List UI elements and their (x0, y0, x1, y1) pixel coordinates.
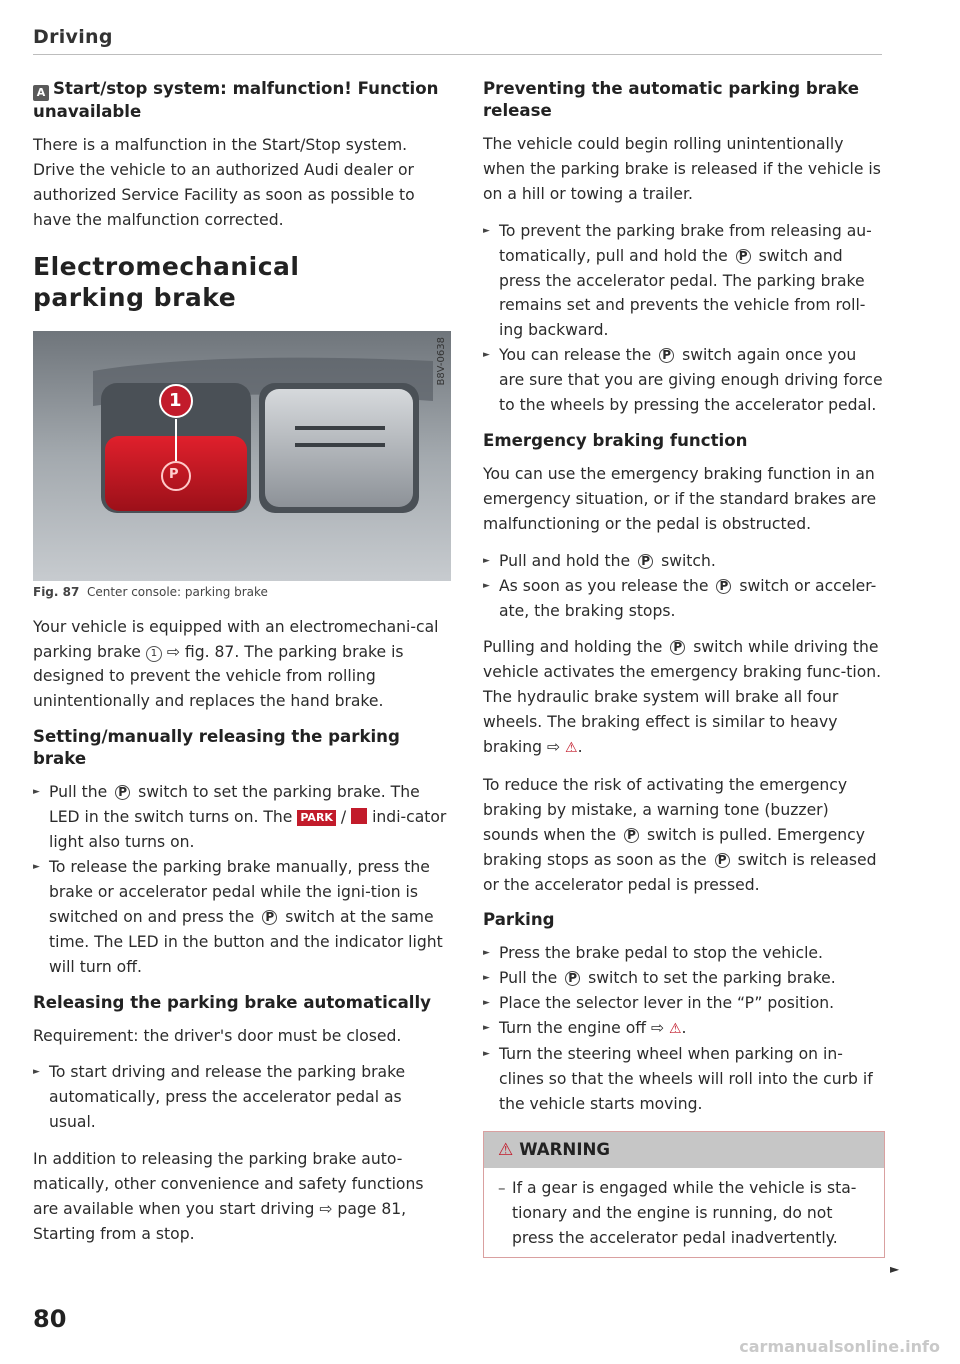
emergency-heading: Emergency braking function (483, 430, 748, 450)
figure-code: B8V-0638 (436, 336, 447, 386)
parking-switch-icon: P (565, 971, 580, 986)
parking-switch-icon: P (715, 853, 730, 868)
page-header: Driving (33, 26, 113, 48)
left-column (33, 78, 451, 1259)
startstop-warning-icon: A (33, 85, 49, 101)
list-item: ► As soon as you release the P switch or acceler-ate, the braking stops. (483, 574, 885, 624)
warning-header: ⚠ WARNING (484, 1132, 884, 1168)
parking-switch-icon: P (716, 579, 731, 594)
emergency-buzzer-text: To reduce the risk of activating the emergency braking by mistake, a warning tone (buzzer) sounds when the P switch is pulled. Emergency braking stops as soon as the P switch is released or the accelerator pedal is pressed. (483, 775, 877, 894)
list-item: ► Pull and hold the P switch. (483, 549, 885, 574)
right-column (483, 78, 885, 1258)
emergency-list (483, 549, 885, 624)
parking-switch-icon: P (638, 554, 653, 569)
figure-p-symbol: P (169, 466, 179, 482)
park-indicator-icon: PARK (297, 810, 336, 826)
parking-switch-icon: P (115, 785, 130, 800)
section-title: Electromechanical parking brake (33, 251, 300, 312)
page-number: 80 (33, 1305, 67, 1333)
header-divider (33, 54, 882, 55)
warning-box (483, 1131, 885, 1258)
emergency-detail: Pulling and holding the P switch while driving the vehicle activates the emergency braking func-tion. The hydraulic brake system will brake all four wheels. The braking effect is similar to heavy braking ⇨ ⚠. (483, 635, 885, 761)
list-item: ► To start driving and release the parking brake automatically, press the accelerator pedal as usual. (33, 1060, 451, 1135)
list-item: ► Pull the P switch to set the parking brake. The LED in the switch turns on. The PARK / indi-cator light also turns on. (33, 780, 451, 855)
emergency-text: You can use the emergency braking function in an emergency situation, or if the standard brakes are malfunctioning or the pedal is obstructed. (483, 464, 877, 533)
warning-ref-icon: ⚠ (668, 1021, 682, 1038)
list-item: ► Pull the P switch to set the parking brake. (483, 966, 885, 991)
parking-heading: Parking (483, 910, 555, 930)
figure-callout-1: 1 (169, 389, 182, 411)
parking-switch-icon: P (670, 640, 685, 655)
console-illustration (33, 331, 451, 581)
parking-switch-icon: P (262, 910, 277, 925)
list-item: ► To release the parking brake manually, press the brake or accelerator pedal while the igni-tion is switched on and press the P switch at the same time. The LED in the button and the indicator light will turn off. (33, 855, 451, 980)
warning-triangle-icon: ⚠ (498, 1139, 514, 1160)
warning-item: – If a gear is engaged while the vehicle is sta-tionary and the engine is running, do not press the accelerator pedal inadvertently. (498, 1176, 870, 1251)
malfunction-text: There is a malfunction in the Start/Stop system. Drive the vehicle to an authorized Audi dealer or authorized Service Facility as soon as possible to have the malfunction corrected. (33, 136, 415, 229)
prevent-text: The vehicle could begin rolling unintentionally when the parking brake is released if the vehicle is on a hill or towing a trailer. (483, 135, 881, 203)
list-item: ► Place the selector lever in the “P” position. (483, 991, 885, 1016)
parking-switch-icon: P (736, 249, 751, 264)
list-item: ► You can release the P switch again once you are sure that you are giving enough driving force to the wheels by pressing the accelerator pedal. (483, 343, 885, 418)
auto-requirement: Requirement: the driver's door must be closed. (33, 1026, 402, 1045)
callout-1-icon: 1 (146, 646, 162, 662)
parking-switch-icon: P (624, 828, 639, 843)
parking-brake-figure (33, 331, 451, 581)
warning-ref-icon: ⚠ (565, 740, 578, 757)
red-indicator-icon (351, 808, 367, 824)
auto-list (33, 1060, 451, 1135)
continue-arrow-icon: ► (890, 1262, 900, 1276)
setting-list (33, 780, 451, 979)
watermark: carmanualsonline.info (739, 1337, 940, 1356)
prevent-heading: Preventing the automatic parking brake release (483, 79, 859, 120)
intro-text: Your vehicle is equipped with an electromechani-cal parking brake 1 ⇨ fig. 87. The parking brake is designed to prevent the vehicle from rolling unintentionally and replaces the hand brake. (33, 617, 439, 711)
list-item: ► Turn the steering wheel when parking on in-clines so that the wheels will roll into the curb if the vehicle starts moving. (483, 1042, 885, 1117)
figure-caption: Fig. 87 Center console: parking brake (33, 584, 268, 599)
parking-switch-icon: P (659, 348, 674, 363)
list-item: ► Press the brake pedal to stop the vehicle. (483, 941, 885, 966)
parking-list (483, 941, 885, 1116)
auto-text: In addition to releasing the parking brake auto-matically, other convenience and safety functions are available when you start driving ⇨ page 81, Starting from a stop. (33, 1150, 424, 1243)
auto-release-heading: Releasing the parking brake automatically (33, 992, 431, 1012)
prevent-list (483, 219, 885, 418)
malfunction-heading: A Start/stop system: malfunction! Function unavailable (33, 79, 439, 121)
list-item: ► To prevent the parking brake from releasing au-tomatically, pull and hold the P switch and press the accelerator pedal. The parking brake remains set and prevents the vehicle from roll-ing backward. (483, 219, 885, 344)
setting-heading: Setting/manually releasing the parking brake (33, 727, 400, 769)
warning-body (484, 1168, 884, 1257)
list-item: ► Turn the engine off ⇨ ⚠. (483, 1016, 885, 1042)
